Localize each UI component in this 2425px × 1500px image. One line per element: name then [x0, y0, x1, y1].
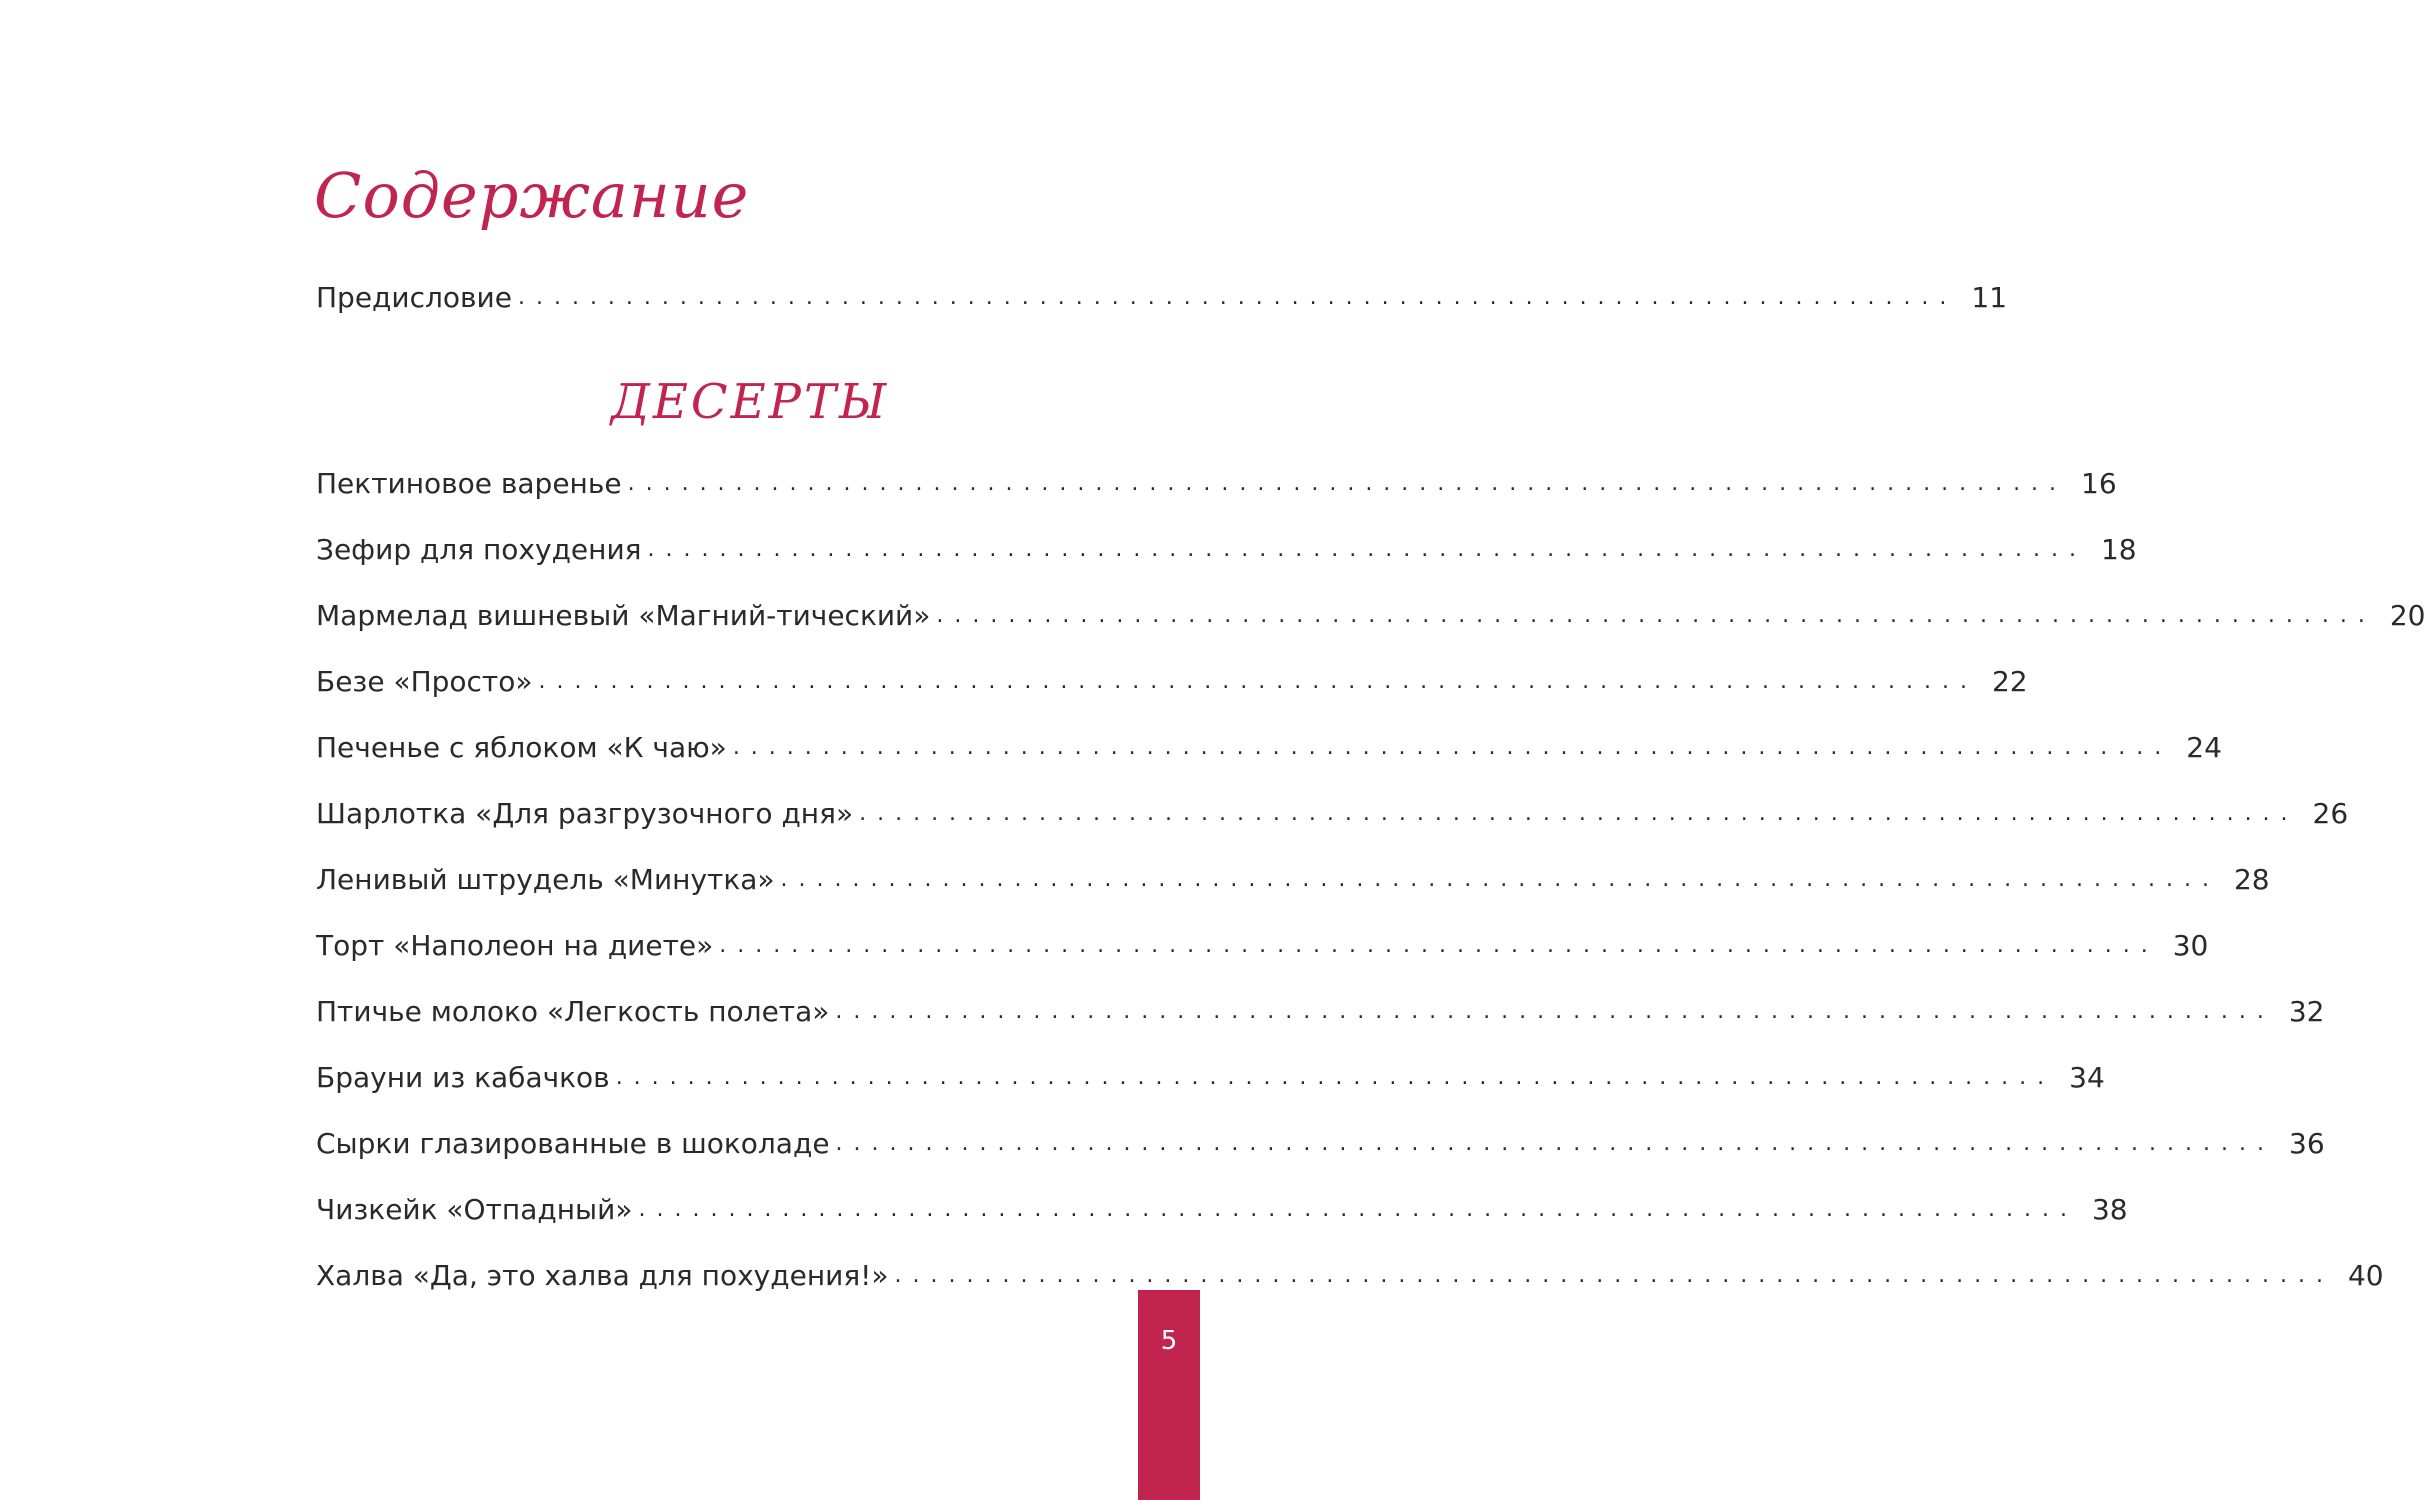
toc-leader-dots: ................................................................................ — [517, 285, 1958, 310]
toc-leader-dots: ................................................................................ — [835, 999, 2275, 1024]
toc-entry[interactable] — [316, 860, 2270, 900]
toc-entry[interactable] — [316, 794, 2349, 834]
toc-entry-label: Предисловие — [316, 281, 512, 314]
toc-entry-label: Сырки глазированные в шоколаде — [316, 1127, 830, 1160]
toc-entry-page: 38 — [2091, 1193, 2128, 1226]
toc-leader-dots: ................................................................................ — [627, 471, 2068, 496]
toc-leader-dots: ................................................................................ — [719, 933, 2159, 958]
toc-entry-page: 24 — [2186, 731, 2222, 764]
toc-leader-dots: ................................................................................ — [538, 669, 1978, 694]
toc-leader-dots: ................................................................................ — [615, 1065, 2056, 1090]
toc-leader-dots: ................................................................................ — [835, 1131, 2275, 1156]
toc-entry[interactable] — [316, 728, 2222, 768]
toc-entry-page: 32 — [2288, 995, 2325, 1028]
toc-entry-label: Безе «Просто» — [316, 665, 533, 698]
toc-leader-dots: ................................................................................ — [732, 735, 2173, 760]
toc-entry[interactable] — [316, 530, 2137, 570]
toc-entry-label: Печенье с яблоком «К чаю» — [316, 731, 727, 764]
section-title: ДЕСЕРТЫ — [610, 374, 890, 430]
toc-entry-label: Мармелад вишневый «Магний-тический» — [316, 599, 931, 632]
toc-entry-page: 30 — [2172, 929, 2209, 962]
toc-entry-label: Ленивый штрудель «Минутка» — [316, 863, 775, 896]
toc-entry[interactable] — [316, 1256, 2384, 1296]
toc-entry[interactable] — [316, 1058, 2105, 1098]
toc-entry-label: Пектиновое варенье — [316, 467, 622, 500]
toc-entry[interactable] — [316, 1124, 2325, 1164]
toc-entry-label: Зефир для похудения — [316, 533, 642, 566]
toc-leader-dots: ................................................................................ — [859, 801, 2299, 826]
toc-entry-label: Птичье молоко «Легкость полета» — [316, 995, 830, 1028]
toc-entry[interactable] — [316, 662, 2028, 702]
toc-entry-page: 18 — [2100, 533, 2137, 566]
toc-leader-dots: ................................................................................ — [647, 537, 2087, 562]
toc-entry-page: 20 — [2389, 599, 2425, 632]
toc-entry-page: 40 — [2347, 1259, 2384, 1292]
page-number-tab — [1138, 1290, 1200, 1500]
toc-entry-label: Халва «Да, это халва для похудения!» — [316, 1259, 889, 1292]
toc-entry-page: 11 — [1971, 281, 2008, 314]
toc-entry-page: 28 — [2233, 863, 2270, 896]
toc-entry[interactable] — [316, 926, 2209, 966]
toc-entry-preface[interactable] — [316, 278, 2008, 318]
page-number: 5 — [1160, 1326, 1178, 1356]
toc-entry-label: Торт «Наполеон на диете» — [316, 929, 714, 962]
page-title: Содержание — [314, 159, 750, 232]
toc-entry-label: Чизкейк «Отпадный» — [316, 1193, 633, 1226]
toc-entry[interactable] — [316, 992, 2325, 1032]
toc-entry[interactable] — [316, 464, 2117, 504]
toc-entry[interactable] — [316, 596, 2425, 636]
toc-entry-label: Брауни из кабачков — [316, 1061, 610, 1094]
toc-entry-page: 26 — [2312, 797, 2349, 830]
toc-entry[interactable] — [316, 1190, 2128, 1230]
toc-entry-label: Шарлотка «Для разгрузочного дня» — [316, 797, 854, 830]
toc-entry-page: 22 — [1991, 665, 2028, 698]
toc-leader-dots: ................................................................................ — [894, 1263, 2334, 1288]
toc-leader-dots: ................................................................................ — [780, 867, 2220, 892]
toc-entry-page: 36 — [2289, 1127, 2325, 1160]
toc-entry-page: 16 — [2081, 467, 2117, 500]
toc-leader-dots: ................................................................................ — [936, 603, 2376, 628]
toc-leader-dots: ................................................................................ — [638, 1197, 2078, 1222]
toc-entry-page: 34 — [2069, 1061, 2105, 1094]
